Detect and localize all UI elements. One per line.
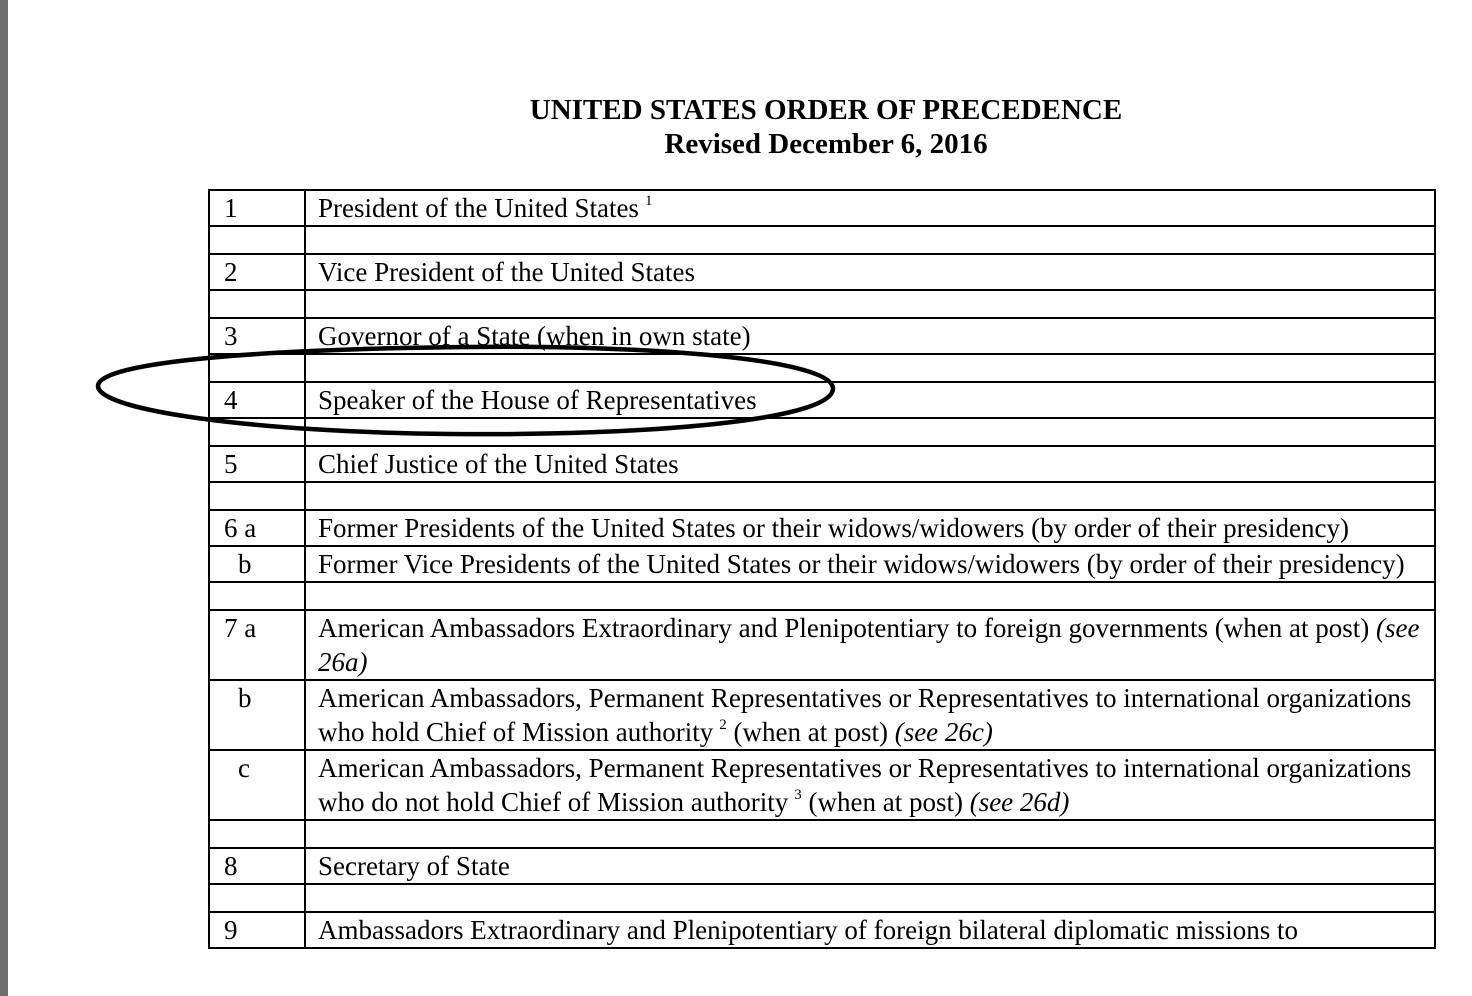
table-row — [209, 190, 1435, 226]
table-row — [209, 680, 1435, 750]
document-subtitle: Revised December 6, 2016 — [664, 128, 988, 160]
rank-number: b — [209, 680, 305, 750]
table-row — [209, 610, 1435, 680]
spacer-row — [209, 354, 1435, 382]
office-title: Chief Justice of the United States — [305, 446, 1435, 482]
office-title: American Ambassadors, Permanent Representatives or Representatives to international organizations who hold Chief of Mission authority $^2$ (when at post) (see 26c) — [305, 680, 1435, 750]
table-row-highlighted — [209, 382, 1435, 418]
table-row — [209, 318, 1435, 354]
table-row — [209, 750, 1435, 820]
rank-number: 4 — [209, 382, 305, 418]
rank-number: 5 — [209, 446, 305, 482]
rank-number: 7 a — [209, 610, 305, 680]
spacer-row — [209, 482, 1435, 510]
office-title: Former Vice Presidents of the United States or their widows/widowers (by order of their presidency) — [305, 546, 1435, 582]
table-row — [209, 912, 1435, 948]
table-row — [209, 254, 1435, 290]
table-row — [209, 546, 1435, 582]
spacer-row — [209, 418, 1435, 446]
spacer-row — [209, 884, 1435, 912]
cross-reference: (see 26d) — [969, 787, 1070, 817]
document-title: UNITED STATES ORDER OF PRECEDENCE — [529, 94, 1123, 126]
rank-number: 9 — [209, 912, 305, 948]
rank-number: 2 — [209, 254, 305, 290]
office-title: President of the United States $^1$ — [305, 190, 1435, 226]
office-title: Former Presidents of the United States or their widows/widowers (by order of their presidency) — [305, 510, 1435, 546]
office-title: Vice President of the United States — [305, 254, 1435, 290]
cross-reference: (see 26c) — [894, 717, 993, 747]
footnote-marker: 1 — [644, 193, 653, 209]
rank-number: c — [209, 750, 305, 820]
office-title: American Ambassadors, Permanent Representatives or Representatives to international organizations who do not hold Chief of Mission authority $^3$ (when at post) (see 26d) — [305, 750, 1435, 820]
rank-number: b — [209, 546, 305, 582]
office-title: Speaker of the House of Representatives — [305, 382, 1435, 418]
spacer-row — [209, 820, 1435, 848]
rank-number: 6 a — [209, 510, 305, 546]
rank-number: 3 — [209, 318, 305, 354]
document-header — [0, 93, 1472, 161]
spacer-row — [209, 582, 1435, 610]
precedence-table — [208, 189, 1436, 949]
table-row — [209, 848, 1435, 884]
office-title: Secretary of State — [305, 848, 1435, 884]
office-title: American Ambassadors Extraordinary and Plenipotentiary to foreign governments (when at post) (see 26a) — [305, 610, 1435, 680]
office-title: Ambassadors Extraordinary and Plenipotentiary of foreign bilateral diplomatic missions to — [305, 912, 1435, 948]
spacer-row — [209, 226, 1435, 254]
office-title: Governor of a State (when in own state) — [305, 318, 1435, 354]
footnote-marker: 2 — [719, 717, 727, 733]
table-row — [209, 446, 1435, 482]
rank-number: 8 — [209, 848, 305, 884]
table-row — [209, 510, 1435, 546]
cross-reference: (see 26a) — [318, 613, 1420, 677]
spacer-row — [209, 290, 1435, 318]
footnote-marker: 3 — [794, 787, 802, 803]
rank-number: 1 — [209, 190, 305, 226]
